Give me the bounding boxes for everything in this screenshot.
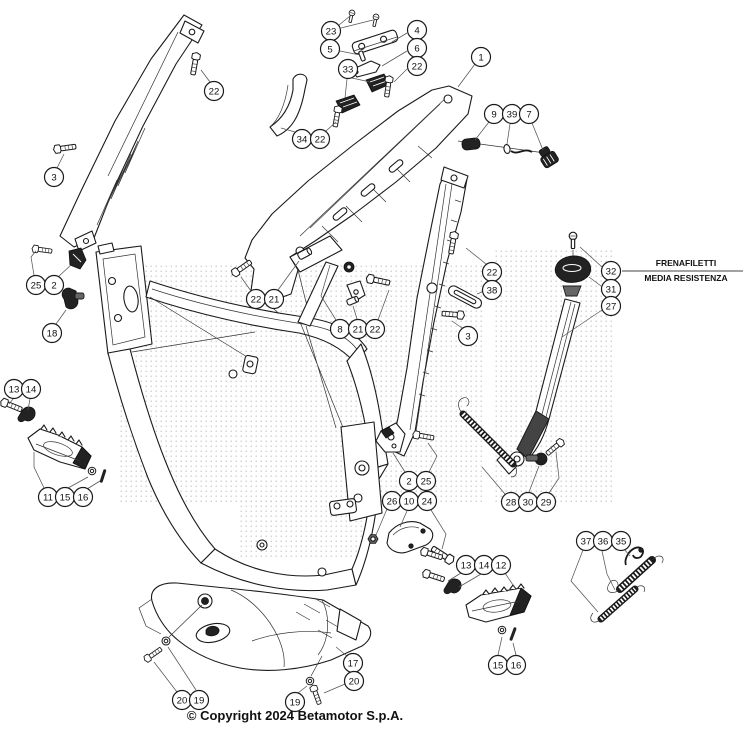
leader-line — [507, 124, 510, 144]
washer-part — [88, 467, 96, 475]
plate-boss-bolt — [202, 598, 209, 605]
guide-screw — [421, 529, 425, 533]
bracket-hole — [392, 444, 396, 448]
cradle-boss-inner — [260, 543, 264, 547]
callout-number-37: 37 — [580, 536, 592, 548]
leader-line — [466, 248, 486, 264]
leader-line — [431, 510, 446, 549]
rail-outline — [60, 15, 202, 247]
leader-line — [341, 20, 373, 28]
callout-number-29: 29 — [540, 497, 552, 509]
callout-number-35: 35 — [615, 536, 627, 548]
callout-number-22: 22 — [314, 134, 326, 146]
callout-number-7: 7 — [526, 109, 532, 121]
callout-number-3: 3 — [51, 172, 57, 184]
callout-number-10: 10 — [403, 496, 415, 508]
leader-line — [324, 684, 345, 693]
washer-part — [162, 637, 170, 645]
screw-fastener — [569, 232, 577, 248]
bolt-fastener — [53, 142, 76, 153]
callout-number-13: 13 — [8, 384, 20, 396]
leader-line — [154, 662, 177, 692]
callout-number-13: 13 — [460, 560, 472, 572]
nut-fastener — [368, 535, 378, 544]
callout-number-22: 22 — [486, 267, 498, 279]
callout-number-23: 23 — [325, 26, 337, 38]
plate-body — [351, 29, 398, 55]
leader-line — [394, 69, 407, 82]
leader-line — [459, 574, 481, 587]
leader-line — [345, 79, 347, 98]
leader-line — [532, 123, 543, 150]
callout-number-1: 1 — [478, 52, 484, 64]
subframe-hole — [444, 95, 452, 103]
bolt-fastener — [0, 398, 23, 414]
callout-number-36: 36 — [597, 536, 609, 548]
callout-number-22: 22 — [250, 294, 262, 306]
callout-number-14: 14 — [478, 560, 490, 572]
bolt-fastener — [189, 52, 201, 76]
leader-line — [339, 16, 350, 25]
callout-number-15: 15 — [59, 492, 71, 504]
leader-line — [458, 64, 475, 87]
cradle-boss — [318, 568, 326, 576]
leader-line — [68, 477, 88, 488]
bolt-fastener — [309, 684, 323, 705]
copyright-text: © Copyright 2024 Betamotor S.p.A. — [186, 708, 404, 723]
leader-line — [87, 481, 100, 489]
callout-number-17: 17 — [347, 658, 359, 670]
callout-number-19: 19 — [193, 695, 205, 707]
callout-number-18: 18 — [46, 328, 58, 340]
pivot-bolt-shaft — [526, 455, 538, 461]
subframe-inner-lines — [300, 95, 449, 236]
callout-number-11: 11 — [43, 492, 53, 504]
callout-number-31: 31 — [605, 284, 617, 296]
bolt-fastener — [32, 245, 53, 255]
screw-fastener — [347, 10, 355, 23]
callout-number-39: 39 — [506, 109, 518, 121]
leader-line — [498, 637, 502, 655]
leader-line — [298, 686, 307, 693]
callout-number-28: 28 — [505, 497, 517, 509]
spring-clip — [444, 579, 461, 594]
callout-number-24: 24 — [421, 496, 433, 508]
left-subframe-rail-drawing — [53, 15, 204, 251]
beta-logo-mark — [206, 626, 219, 636]
callout-number-3: 3 — [465, 331, 471, 343]
callout-number-26: 26 — [386, 496, 398, 508]
hook-bracket — [270, 74, 307, 136]
callout-number-2: 2 — [51, 280, 57, 292]
callout-number-19: 19 — [289, 697, 301, 709]
callout-number-33: 33 — [342, 64, 354, 76]
callout-number-22: 22 — [208, 86, 220, 98]
callout-number-2: 2 — [406, 476, 412, 488]
clip-ball-end — [639, 548, 643, 552]
threadlocker-label-line1: FRENAFILETTI — [655, 258, 717, 268]
plate-boss — [115, 315, 122, 322]
threadlocker-annotation — [622, 258, 743, 283]
callout-number-21: 21 — [268, 294, 280, 306]
leader-line — [475, 122, 489, 140]
leader-line — [34, 452, 44, 488]
callout-number-32: 32 — [605, 266, 617, 278]
skid-plate-drawing — [139, 583, 371, 705]
leader-line — [31, 251, 36, 275]
mount-boss — [229, 370, 237, 378]
callout-number-22: 22 — [369, 324, 381, 336]
bracket-hole — [334, 503, 340, 509]
callout-number-6: 6 — [414, 43, 420, 55]
leader-line — [505, 573, 515, 588]
threadlocker-label-line2: MEDIA RESISTENZA — [644, 273, 728, 283]
clamp-hole — [354, 290, 358, 294]
bracket-hole — [347, 501, 353, 507]
plug-cap — [536, 144, 560, 169]
guide-screw — [409, 544, 413, 548]
leader-line — [56, 310, 66, 324]
callout-number-20: 20 — [176, 695, 188, 707]
washer-part — [498, 626, 506, 634]
return-springs-drawing — [591, 547, 663, 622]
grommet-hole — [347, 265, 351, 269]
leader-line — [382, 51, 407, 66]
leader-line — [58, 265, 71, 277]
plate-boss — [109, 278, 116, 285]
seat-plate — [351, 29, 398, 55]
callout-number-21: 21 — [352, 324, 364, 336]
callout-number-14: 14 — [25, 384, 37, 396]
callout-number-20: 20 — [348, 676, 360, 688]
callout-number-30: 30 — [522, 497, 534, 509]
callout-number-16: 16 — [77, 492, 89, 504]
stand-foot-pad — [555, 256, 590, 282]
tab-hole — [84, 239, 89, 244]
fitting-stub — [75, 293, 84, 299]
strap-cap — [427, 283, 437, 293]
rail-inner-edge — [108, 32, 178, 176]
callout-number-8: 8 — [337, 324, 343, 336]
mount-hole — [247, 361, 253, 367]
callout-number-25: 25 — [420, 476, 432, 488]
leader-line — [513, 643, 516, 655]
o-ring — [503, 144, 510, 154]
footpeg-mount-bracket — [329, 498, 357, 515]
rubber-bumper — [461, 138, 480, 151]
bracket-hole — [451, 175, 457, 181]
pivot-hole-inner — [359, 465, 365, 471]
cable-wire — [511, 150, 532, 152]
callout-number-15: 15 — [492, 660, 504, 672]
leader-line — [201, 70, 210, 82]
leader-line — [571, 550, 598, 612]
leader-line — [57, 154, 64, 168]
cable-parts-drawing — [458, 138, 560, 169]
callout-number-9: 9 — [491, 109, 497, 121]
bolt-fastener — [421, 569, 445, 584]
left-footpeg-drawing — [0, 398, 107, 484]
leader-line — [168, 647, 196, 690]
callout-number-38: 38 — [486, 285, 498, 297]
washer-part — [306, 677, 314, 685]
bolt-fastener — [331, 105, 342, 127]
callout-number-25: 25 — [30, 280, 42, 292]
callout-number-16: 16 — [510, 660, 522, 672]
callout-number-12: 12 — [495, 560, 507, 572]
callout-number-34: 34 — [296, 134, 308, 146]
callout-number-5: 5 — [327, 44, 333, 56]
bolt-fastener — [143, 646, 164, 663]
cotter-pin — [509, 627, 517, 641]
lug-hole — [189, 29, 195, 35]
callout-number-22: 22 — [411, 61, 423, 73]
cotter-pin — [99, 469, 106, 483]
callout-number-4: 4 — [414, 25, 420, 37]
callout-number-27: 27 — [605, 301, 617, 313]
